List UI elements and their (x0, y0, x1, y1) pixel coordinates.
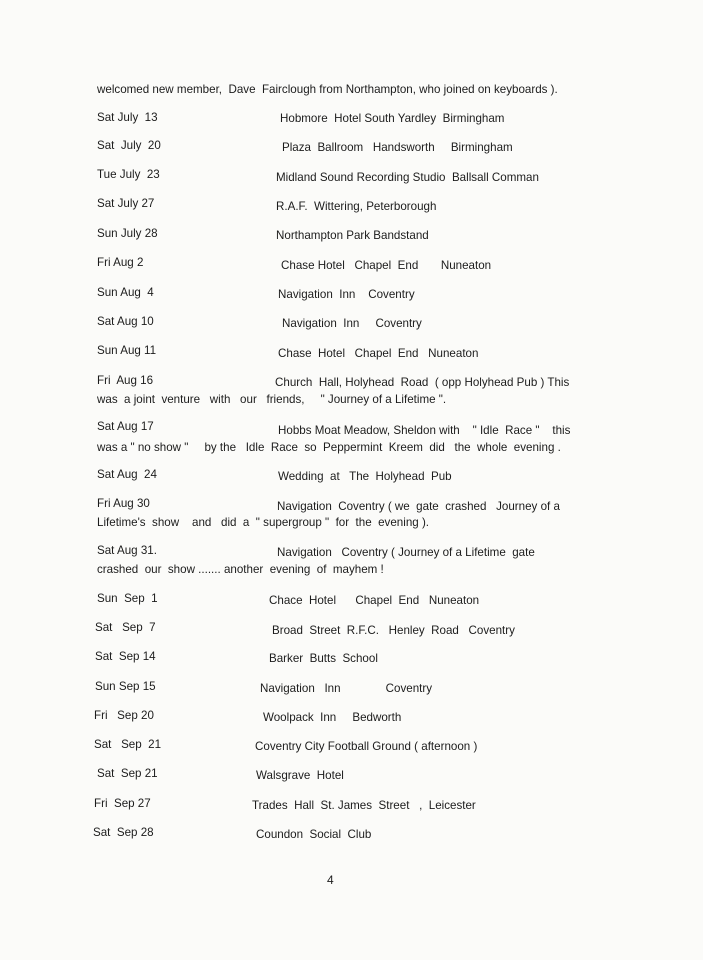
entry-venue: Walsgrave Hotel (256, 769, 344, 782)
entry-venue: Hobmore Hotel South Yardley Birmingham (280, 112, 505, 125)
entry-date: Fri Aug 30 (97, 497, 150, 510)
entry-venue: Chase Hotel Chapel End Nuneaton (278, 347, 479, 360)
entry-date: Sun Aug 11 (97, 344, 157, 357)
entry-date: Sun July 28 (97, 227, 158, 240)
entry-venue: Navigation Coventry ( we gate crashed Journey of a (277, 500, 560, 513)
entry-continuation: was a " no show " by the Idle Race so Peppermint Kreem did the whole evening . (97, 441, 561, 454)
entry-venue: Northampton Park Bandstand (276, 229, 429, 242)
entry-venue: Church Hall, Holyhead Road ( opp Holyhead Pub ) This (275, 376, 570, 389)
entry-venue: Navigation Inn Coventry (260, 682, 433, 695)
entry-date: Fri Aug 16 (97, 374, 154, 387)
entry-venue: Midland Sound Recording Studio Ballsall Comman (276, 171, 539, 184)
entry-venue: Coundon Social Club (256, 828, 372, 841)
entry-venue: Chace Hotel Chapel End Nuneaton (269, 594, 480, 607)
entry-date: Sat Aug 10 (97, 315, 154, 328)
entry-date: Sat Aug 24 (97, 468, 157, 481)
entry-continuation: crashed our show ....... another evening of mayhem ! (97, 563, 384, 576)
entry-venue: Trades Hall St. James Street , Leicester (252, 799, 476, 812)
entry-venue: Navigation Coventry ( Journey of a Lifetime gate (277, 546, 535, 559)
entry-venue: Navigation Inn Coventry (282, 317, 422, 330)
entry-date: Fri Sep 20 (94, 709, 154, 722)
entry-date: Sat July 27 (97, 197, 155, 210)
entry-venue: Broad Street R.F.C. Henley Road Coventry (272, 624, 515, 637)
entry-venue: Navigation Inn Coventry (278, 288, 415, 301)
entry-venue: Hobbs Moat Meadow, Sheldon with " Idle Race " this (278, 424, 571, 437)
entry-date: Sat Sep 14 (95, 650, 156, 663)
entry-venue: Coventry City Football Ground ( afternoon ) (255, 740, 478, 753)
entry-continuation: was a joint venture with our friends, " Journey of a Lifetime ". (97, 393, 447, 406)
page-number: 4 (327, 873, 334, 887)
entry-date: Sun Sep 15 (95, 680, 156, 693)
entry-date: Sat Aug 31. (97, 544, 157, 557)
entry-date: Fri Sep 27 (94, 797, 151, 810)
entry-venue: Wedding at The Holyhead Pub (278, 470, 452, 483)
entry-date: Sat Sep 21 (97, 767, 158, 780)
entry-date: Sat Sep 7 (95, 621, 156, 634)
entry-date: Sat Sep 21 (94, 738, 162, 751)
entry-date: Fri Aug 2 (97, 256, 144, 269)
entry-venue: Barker Butts School (269, 652, 378, 665)
entry-date: Sat Aug 17 (97, 420, 154, 433)
entry-venue: Plaza Ballroom Handsworth Birmingham (282, 141, 513, 154)
entry-venue: R.A.F. Wittering, Peterborough (276, 200, 437, 213)
entry-date: Sat July 20 (97, 139, 161, 152)
entry-date: Tue July 23 (97, 168, 160, 181)
entry-date: Sun Aug 4 (97, 286, 154, 299)
entry-venue: Chase Hotel Chapel End Nuneaton (281, 259, 492, 272)
entry-date: Sun Sep 1 (97, 592, 158, 605)
entry-continuation: Lifetime's show and did a " supergroup " for the evening ). (97, 516, 430, 529)
intro-text: welcomed new member, Dave Fairclough from Northampton, who joined on keyboards ). (97, 83, 558, 96)
entry-date: Sat July 13 (97, 111, 158, 124)
entry-venue: Woolpack Inn Bedworth (263, 711, 402, 724)
entry-date: Sat Sep 28 (93, 826, 154, 839)
